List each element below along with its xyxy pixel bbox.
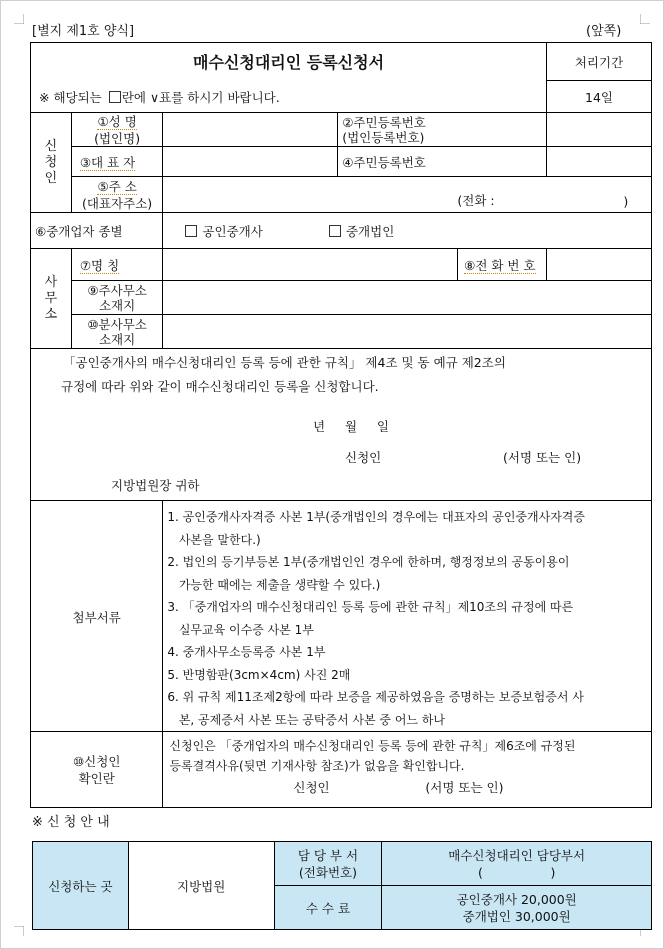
instruction-prefix: ※ 해당되는	[39, 89, 102, 105]
instruction-cell	[31, 81, 547, 113]
guide-place-value: 지방법원	[177, 879, 226, 894]
office-phone-field[interactable]	[547, 249, 652, 281]
guide-fee-2: 중개법인 30,000원	[462, 908, 571, 924]
office-name-label-cell	[71, 249, 163, 281]
rrn-label-cell	[338, 113, 547, 147]
attachment-line: 6. 위 규칙 제11조제2항에 따라 보증을 제공하였음을 증명하는 보증보험증서 사	[167, 690, 584, 704]
rep-rrn-label-cell	[338, 147, 547, 177]
attachment-line: 5. 반명함판(3cm×4cm) 사진 2매	[167, 667, 351, 682]
branch-office-sub-label: 소재지	[98, 331, 136, 347]
rrn-label: ②주민등록번호	[342, 114, 426, 130]
confirmation-sign: (서명 또는 인)	[425, 780, 504, 795]
declaration-cell	[31, 349, 652, 501]
guide-dept-value-cell	[382, 842, 652, 886]
processing-value-cell	[547, 81, 652, 113]
attachment-line: 사본을 말한다.)	[167, 532, 261, 547]
declaration-sign: (서명 또는 인)	[503, 450, 582, 465]
office-phone-label-cell	[458, 249, 547, 281]
address-label-cell	[71, 177, 163, 213]
phone-open: (전화 :	[457, 193, 495, 208]
main-office-label: ⑨주사무소	[87, 282, 147, 298]
guide-dept-sub-label: (전화번호)	[298, 864, 357, 880]
agent-type-label-cell	[31, 213, 163, 249]
corner-mark-top-left	[14, 14, 24, 24]
agent-type-options	[163, 213, 652, 249]
main-office-field[interactable]	[163, 281, 652, 315]
applicant-section-label: 신청인	[44, 138, 58, 186]
office-name-field[interactable]	[163, 249, 458, 281]
declaration-line-2: 규정에 따라 위와 같이 매수신청대리인 등록을 신청합니다.	[61, 379, 379, 394]
office-name-label: ⑦명 칭	[79, 258, 120, 273]
office-phone-label: ⑧전 화 번 호	[464, 258, 536, 273]
name-field[interactable]	[163, 113, 338, 147]
attachments-label: 첨부서류	[72, 609, 121, 625]
confirmation-cell	[163, 732, 652, 808]
address-field[interactable]	[163, 177, 652, 213]
address-sub-label: (대표자주소)	[82, 196, 153, 211]
applicant-section-cell	[31, 113, 72, 213]
confirmation-applicant: 신청인	[293, 780, 330, 795]
guide-dept-label: 담 당 부 서	[297, 847, 359, 863]
confirmation-line-1: 신청인은 「중개업자의 매수신청대리인 등록 등에 관한 규칙」제6조에 규정된	[169, 739, 576, 753]
guide-fee-value-cell	[382, 886, 652, 930]
branch-office-field[interactable]	[163, 315, 652, 349]
phone-close: )	[623, 194, 629, 209]
attachment-line: 실무교육 이수증 사본 1부	[167, 622, 314, 637]
instruction-suffix: 란에 ∨표를 하시기 바랍니다.	[121, 89, 280, 105]
main-office-sub-label: 소재지	[98, 297, 136, 313]
rep-label-cell	[71, 147, 163, 177]
confirmation-label-cell	[31, 732, 163, 808]
guide-place-label: 신청하는 곳	[48, 879, 113, 894]
attachment-line: 1. 공인중개사자격증 사본 1부(중개법인의 경우에는 대표자의 공인중개사자격증	[167, 510, 585, 524]
branch-office-label: ⑩분사무소	[87, 316, 147, 332]
checkbox-icon	[109, 91, 121, 103]
rrn-field[interactable]	[547, 113, 652, 147]
form-title: 매수신청대리인 등록신청서	[193, 53, 385, 73]
attachment-line: 4. 중개사무소등록증 사본 1부	[167, 645, 326, 659]
form-number: [별지 제1호 양식]	[32, 24, 135, 39]
application-form	[30, 42, 652, 808]
guide-heading: ※ 신 청 안 내	[32, 815, 110, 830]
guide-table	[32, 841, 652, 930]
attachment-line: 가능한 때에는 제출을 생략할 수 있다.)	[167, 577, 381, 592]
office-section-cell	[31, 249, 72, 349]
guide-fee-1: 공인중개사 20,000원	[456, 891, 577, 907]
guide-fee-label-cell	[274, 886, 382, 930]
branch-office-label-cell	[71, 315, 163, 349]
attachment-line: 3. 「중개업자의 매수신청대리인 등록 등에 관한 규칙」제10조의 규정에 따른	[167, 600, 574, 614]
office-section-label: 사무소	[44, 274, 58, 322]
declaration-date: 년 월 일	[313, 419, 389, 434]
attachments-label-cell	[31, 501, 163, 732]
agent-type-option-2: 중개법인	[345, 224, 395, 239]
confirmation-line-2: 등록결격사유(뒷면 기재사항 참조)가 없음을 확인합니다.	[169, 759, 465, 773]
guide-dept-phone: ( )	[478, 864, 556, 880]
title-cell	[31, 43, 547, 81]
name-label: ①성 명	[97, 114, 137, 129]
address-label: ⑤주 소	[97, 179, 137, 194]
declaration-line-1: 「공인중개사의 매수신청대리인 등록 등에 관한 규칙」 제4조 및 동 예규 제2조의	[63, 355, 506, 370]
attachments-list	[163, 501, 652, 732]
guide-place-value-cell	[128, 842, 274, 930]
agent-type-option-1: 공인중개사	[202, 224, 263, 239]
guide-dept-value: 매수신청대리인 담당부서	[448, 847, 586, 863]
name-sub-label: (법인명)	[94, 131, 141, 146]
agent-type-checkbox-2[interactable]	[329, 225, 341, 237]
processing-value: 14일	[585, 90, 614, 105]
page-side: (앞쪽)	[586, 24, 622, 39]
rep-label: ③대 표 자	[79, 155, 136, 170]
rep-rrn-field[interactable]	[547, 147, 652, 177]
guide-fee-label: 수 수 료	[305, 901, 351, 916]
attachment-line: 2. 법인의 등기부등본 1부(중개법인인 경우에 한하며, 행정정보의 공동이용이	[167, 555, 570, 569]
declaration-applicant: 신청인	[345, 450, 382, 465]
corner-mark-bottom-left	[14, 926, 24, 936]
declaration-recipient: 지방법원장 귀하	[111, 478, 200, 493]
name-label-cell	[71, 113, 163, 147]
main-office-label-cell	[71, 281, 163, 315]
confirmation-sub-label: 확인란	[78, 770, 115, 786]
guide-dept-label-cell	[274, 842, 382, 886]
rep-rrn-label: ④주민등록번호	[342, 155, 426, 170]
attachment-line: 본, 공제증서 사본 또는 공탁증서 사본 중 어느 하나	[167, 712, 446, 727]
confirmation-label: ⑩신청인	[72, 753, 121, 769]
rrn-sub-label: (법인등록번호)	[342, 129, 425, 145]
processing-label: 처리기간	[574, 55, 624, 70]
corner-mark-top-right	[640, 14, 650, 24]
rep-field[interactable]	[163, 147, 338, 177]
guide-place-label-cell	[33, 842, 129, 930]
agent-type-label: ⑥중개업자 종별	[35, 224, 123, 239]
processing-label-cell	[547, 43, 652, 81]
agent-type-checkbox-1[interactable]	[185, 225, 197, 237]
